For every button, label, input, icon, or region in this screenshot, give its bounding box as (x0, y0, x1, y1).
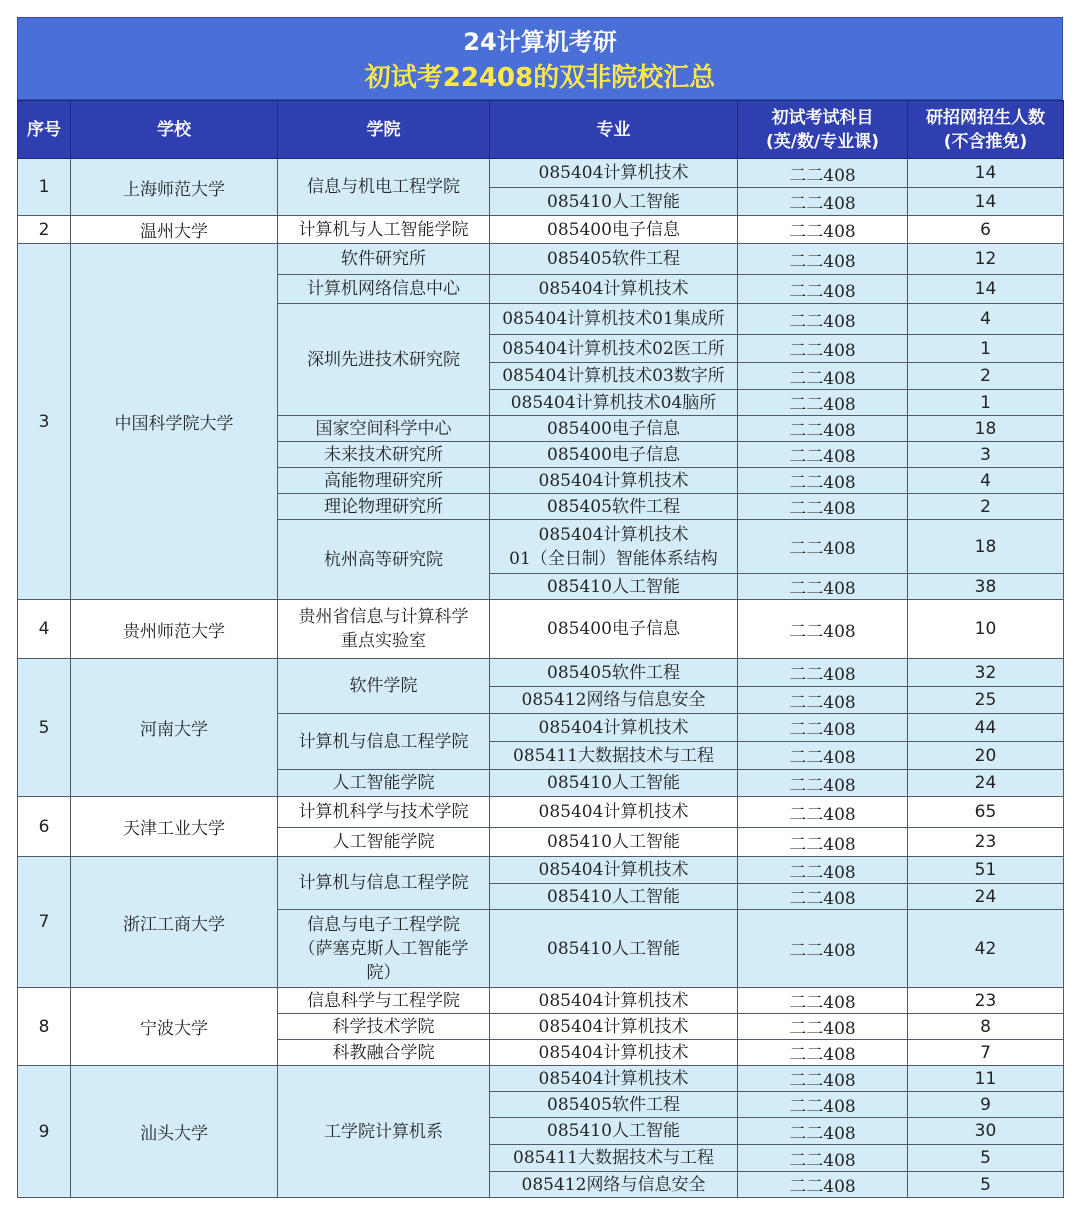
cell-college (278, 216, 490, 244)
cell-line: 软件学院 (349, 676, 418, 696)
cell-no: 2 (18, 216, 71, 244)
cell-line: 085410人工智能 (547, 576, 680, 597)
header-row (18, 101, 1064, 159)
cell-quota: 2 (908, 494, 1064, 520)
cell-major (490, 244, 738, 275)
cell-subjects: 二二408 (738, 600, 908, 659)
table-row (18, 988, 1064, 1014)
cell-subjects: 二二408 (738, 1172, 908, 1198)
cell-quota: 14 (908, 159, 1064, 188)
cell-line: 085404计算机技术 (538, 802, 689, 822)
cell-quota: 3 (908, 442, 1064, 468)
cell-quota: 14 (908, 188, 1064, 216)
cell-college (278, 304, 490, 416)
title-banner (17, 17, 1063, 100)
cell-college (278, 988, 490, 1014)
cell-subjects: 二二408 (738, 574, 908, 600)
cell-quota: 30 (908, 1118, 1064, 1145)
header-college: 学院 (278, 101, 490, 159)
cell-subjects: 二二408 (738, 416, 908, 442)
cell-major (490, 742, 738, 770)
cell-quota: 12 (908, 244, 1064, 275)
cell-college (278, 714, 490, 770)
cell-major (490, 600, 738, 659)
cell-subjects: 二二408 (738, 714, 908, 742)
table-row (18, 797, 1064, 828)
cell-line: 085404计算机技术01集成所 (502, 309, 725, 329)
cell-line: 重点实验室 (341, 631, 426, 651)
cell-line: 085405软件工程 (547, 1094, 680, 1115)
header-quota (908, 101, 1064, 159)
cell-line: 085400电子信息 (547, 219, 680, 240)
cell-college (278, 1066, 490, 1198)
cell-major (490, 494, 738, 520)
header-school: 学校 (71, 101, 278, 159)
table-row (18, 1066, 1064, 1092)
cell-quota: 7 (908, 1040, 1064, 1066)
cell-school: 河南大学 (71, 659, 278, 797)
cell-no: 9 (18, 1066, 71, 1198)
cell-major (490, 520, 738, 574)
cell-no: 6 (18, 797, 71, 857)
cell-line: 085404计算机技术 (538, 524, 689, 545)
summary-sheet (17, 17, 1063, 1198)
title-line-2: 初试考22408的双非院校汇总 (364, 63, 716, 93)
cell-subjects: 二二408 (738, 770, 908, 797)
cell-line: 085411大数据技术与工程 (513, 745, 714, 766)
cell-quota: 14 (908, 275, 1064, 304)
cell-college (278, 1014, 490, 1040)
cell-school: 上海师范大学 (71, 159, 278, 216)
cell-line: 科教融合学院 (332, 1042, 435, 1063)
cell-subjects: 二二408 (738, 159, 908, 188)
cell-no: 7 (18, 857, 71, 988)
cell-line: 计算机与信息工程学院 (298, 731, 469, 752)
cell-line: 085404计算机技术 (538, 717, 689, 738)
cell-school: 贵州师范大学 (71, 600, 278, 659)
cell-line: 贵州省信息与计算科学 (298, 607, 469, 627)
cell-major (490, 714, 738, 742)
cell-line: 085405软件工程 (547, 662, 680, 683)
cell-line: 工学院计算机系 (324, 1121, 443, 1142)
cell-line: 085410人工智能 (547, 1121, 680, 1141)
cell-major (490, 1040, 738, 1066)
cell-subjects: 二二408 (738, 304, 908, 335)
cell-quota: 25 (908, 687, 1064, 714)
cell-line: 085400电子信息 (547, 444, 680, 465)
cell-school: 汕头大学 (71, 1066, 278, 1198)
header-subjects (738, 101, 908, 159)
cell-line: 085400电子信息 (547, 418, 680, 439)
cell-major (490, 1172, 738, 1198)
cell-line: 085404计算机技术 (538, 1016, 689, 1037)
cell-line: 01（全日制）智能体系结构 (509, 548, 718, 569)
cell-major (490, 159, 738, 188)
cell-line: 信息与机电工程学院 (307, 177, 460, 197)
cell-line: 085404计算机技术 (538, 1042, 689, 1063)
cell-quota: 38 (908, 574, 1064, 600)
cell-subjects: 二二408 (738, 363, 908, 390)
table-row (18, 244, 1064, 275)
cell-major (490, 857, 738, 884)
cell-college (278, 770, 490, 797)
cell-college (278, 494, 490, 520)
cell-subjects: 二二408 (738, 335, 908, 363)
header-no: 序号 (18, 101, 71, 159)
cell-major (490, 390, 738, 416)
table-row (18, 857, 1064, 884)
cell-no: 1 (18, 159, 71, 216)
cell-line: 085404计算机技术 (538, 470, 689, 491)
cell-line: 计算机与人工智能学院 (298, 219, 469, 240)
cell-college (278, 828, 490, 857)
cell-quota: 1 (908, 335, 1064, 363)
cell-line: 计算机科学与技术学院 (298, 802, 469, 822)
cell-quota: 8 (908, 1014, 1064, 1040)
cell-major (490, 910, 738, 988)
cell-subjects: 二二408 (738, 1145, 908, 1172)
cell-quota: 23 (908, 988, 1064, 1014)
cell-major (490, 1066, 738, 1092)
cell-line: 软件研究所 (341, 249, 426, 269)
cell-subjects: 二二408 (738, 188, 908, 216)
cell-subjects: 二二408 (738, 884, 908, 910)
cell-college (278, 159, 490, 216)
cell-no: 3 (18, 244, 71, 600)
cell-major (490, 416, 738, 442)
cell-school: 浙江工商大学 (71, 857, 278, 988)
cell-line: 085404计算机技术 (538, 860, 689, 880)
cell-line: 085404计算机技术 (538, 1068, 689, 1089)
cell-line: 085405软件工程 (547, 249, 680, 269)
cell-subjects: 二二408 (738, 1014, 908, 1040)
table-row (18, 159, 1064, 188)
cell-quota: 24 (908, 884, 1064, 910)
cell-major (490, 468, 738, 494)
cell-subjects: 二二408 (738, 1118, 908, 1145)
cell-line: 085404计算机技术 (538, 279, 689, 299)
cell-line: 计算机网络信息中心 (307, 279, 460, 299)
cell-subjects: 二二408 (738, 828, 908, 857)
table-row (18, 216, 1064, 244)
cell-no: 5 (18, 659, 71, 797)
cell-quota: 42 (908, 910, 1064, 988)
cell-line: （萨塞克斯人工智能学 (298, 938, 469, 959)
cell-line: 信息科学与工程学院 (307, 990, 460, 1011)
cell-subjects: 二二408 (738, 742, 908, 770)
cell-college (278, 468, 490, 494)
cell-college (278, 416, 490, 442)
cell-major (490, 363, 738, 390)
cell-major (490, 216, 738, 244)
table-row (18, 600, 1064, 659)
cell-line: 深圳先进技术研究院 (307, 349, 460, 370)
table-row (18, 659, 1064, 687)
cell-line: 未来技术研究所 (324, 444, 443, 465)
cell-line: 085411大数据技术与工程 (513, 1148, 714, 1168)
cell-subjects: 二二408 (738, 687, 908, 714)
cell-school: 天津工业大学 (71, 797, 278, 857)
header-quota-line-2: (不含推免) (943, 131, 1028, 152)
cell-college (278, 442, 490, 468)
cell-major (490, 828, 738, 857)
cell-quota: 32 (908, 659, 1064, 687)
cell-subjects: 二二408 (738, 520, 908, 574)
cell-subjects: 二二408 (738, 1066, 908, 1092)
cell-quota: 5 (908, 1172, 1064, 1198)
cell-line: 人工智能学院 (332, 773, 435, 793)
cell-line: 国家空间科学中心 (315, 418, 452, 439)
cell-school: 温州大学 (71, 216, 278, 244)
cell-college (278, 1040, 490, 1066)
cell-line: 085410人工智能 (547, 886, 680, 907)
cell-no: 8 (18, 988, 71, 1066)
cell-subjects: 二二408 (738, 797, 908, 828)
cell-quota: 10 (908, 600, 1064, 659)
cell-subjects: 二二408 (738, 1092, 908, 1118)
cell-major (490, 1145, 738, 1172)
cell-line: 085404计算机技术04脑所 (510, 392, 717, 413)
cell-line: 人工智能学院 (332, 832, 435, 852)
cell-quota: 2 (908, 363, 1064, 390)
cell-quota: 6 (908, 216, 1064, 244)
cell-line: 085404计算机技术 (538, 163, 689, 183)
cell-college (278, 600, 490, 659)
cell-subjects: 二二408 (738, 857, 908, 884)
cell-school: 宁波大学 (71, 988, 278, 1066)
cell-line: 085412网络与信息安全 (521, 690, 706, 710)
cell-subjects: 二二408 (738, 442, 908, 468)
cell-college (278, 244, 490, 275)
cell-quota: 1 (908, 390, 1064, 416)
cell-subjects: 二二408 (738, 390, 908, 416)
cell-line: 085410人工智能 (547, 773, 680, 793)
cell-subjects: 二二408 (738, 1040, 908, 1066)
cell-line: 085400电子信息 (547, 619, 680, 639)
cell-subjects: 二二408 (738, 988, 908, 1014)
cell-school: 中国科学院大学 (71, 244, 278, 600)
cell-no: 4 (18, 600, 71, 659)
cell-line: 理论物理研究所 (324, 496, 443, 517)
cell-major (490, 335, 738, 363)
cell-major (490, 304, 738, 335)
header-subjects-line-1: 初试考试科目 (771, 107, 874, 128)
cell-major (490, 687, 738, 714)
cell-line: 信息与电子工程学院 (307, 914, 460, 935)
cell-quota: 4 (908, 304, 1064, 335)
title-line-1: 24计算机考研 (463, 28, 617, 56)
cell-major (490, 275, 738, 304)
cell-quota: 65 (908, 797, 1064, 828)
header-major: 专业 (490, 101, 738, 159)
cell-major (490, 442, 738, 468)
cell-college (278, 520, 490, 600)
cell-major (490, 884, 738, 910)
cell-college (278, 797, 490, 828)
cell-college (278, 857, 490, 910)
cell-line: 085410人工智能 (547, 191, 680, 212)
cell-quota: 5 (908, 1145, 1064, 1172)
cell-subjects: 二二408 (738, 659, 908, 687)
cell-line: 计算机与信息工程学院 (298, 873, 469, 893)
cell-line: 高能物理研究所 (324, 470, 443, 491)
cell-quota: 23 (908, 828, 1064, 857)
cell-line: 院） (366, 962, 401, 983)
cell-line: 085404计算机技术03数字所 (502, 366, 725, 386)
cell-line: 杭州高等研究院 (324, 549, 443, 570)
header-subjects-line-2: (英/数/专业课) (766, 131, 879, 152)
cell-line: 085410人工智能 (547, 938, 680, 959)
cell-line: 085404计算机技术 (538, 990, 689, 1011)
cell-college (278, 659, 490, 714)
cell-subjects: 二二408 (738, 216, 908, 244)
cell-major (490, 1092, 738, 1118)
cell-quota: 18 (908, 520, 1064, 574)
cell-quota: 51 (908, 857, 1064, 884)
cell-quota: 18 (908, 416, 1064, 442)
cell-major (490, 1014, 738, 1040)
cell-major (490, 1118, 738, 1145)
cell-subjects: 二二408 (738, 244, 908, 275)
cell-subjects: 二二408 (738, 910, 908, 988)
cell-subjects: 二二408 (738, 275, 908, 304)
cell-subjects: 二二408 (738, 468, 908, 494)
cell-line: 085410人工智能 (547, 832, 680, 852)
cell-college (278, 910, 490, 988)
cell-subjects: 二二408 (738, 494, 908, 520)
cell-line: 科学技术学院 (332, 1016, 435, 1037)
cell-quota: 44 (908, 714, 1064, 742)
cell-line: 085404计算机技术02医工所 (502, 338, 725, 359)
cell-quota: 24 (908, 770, 1064, 797)
table-body (18, 159, 1064, 1198)
cell-quota: 11 (908, 1066, 1064, 1092)
cell-quota: 4 (908, 468, 1064, 494)
cell-college (278, 275, 490, 304)
school-table (17, 100, 1064, 1198)
cell-line: 085412网络与信息安全 (521, 1174, 706, 1195)
header-quota-line-1: 研招网招生人数 (926, 107, 1045, 128)
cell-major (490, 797, 738, 828)
cell-quota: 20 (908, 742, 1064, 770)
cell-quota: 9 (908, 1092, 1064, 1118)
cell-major (490, 988, 738, 1014)
cell-major (490, 770, 738, 797)
cell-major (490, 574, 738, 600)
cell-major (490, 188, 738, 216)
cell-major (490, 659, 738, 687)
cell-line: 085405软件工程 (547, 496, 680, 517)
